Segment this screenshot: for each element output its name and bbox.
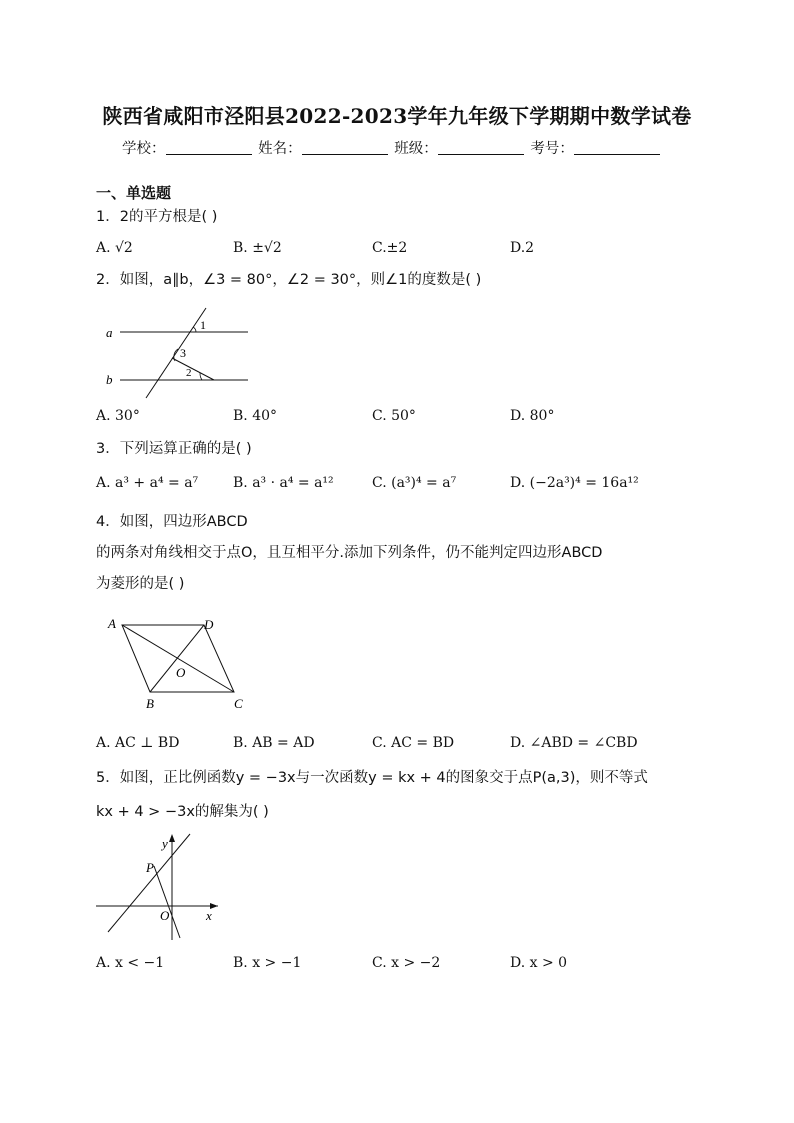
q4-option-a: A. AC ⊥ BD [96,735,180,751]
label-x: x [206,908,212,923]
q3-option-c: C. (a³)⁴ = a⁷ [372,475,457,491]
q1-stem: 1．2的平方根是( ) [96,209,218,225]
exam-number-blank [574,140,660,155]
label-P: P [146,860,154,875]
q5-option-a: A. x < −1 [96,955,165,971]
q2-figure [96,300,266,400]
q4-option-d: D. ∠ABD = ∠CBD [510,735,638,751]
q1-option-d: D.2 [510,240,535,256]
school-label: 学校： [122,141,166,157]
q5-stem-line2: kx + 4 > −3x的解集为( ) [96,804,269,820]
diagonal-bd [150,625,204,692]
q4-figure [96,610,266,715]
label-a: a [106,325,113,340]
label-angle1: 1 [200,318,206,332]
q2-option-b: B. 40° [233,408,278,424]
q4-stem-line2: 的两条对角线相交于点O，且互相平分.添加下列条件，仍不能判定四边形ABCD [96,545,603,561]
q1-option-b: B. ±√2 [233,240,282,256]
school-blank [166,140,252,155]
class-label: 班级： [394,141,438,157]
label-A: A [108,616,116,631]
label-angle2: 2 [186,367,192,379]
section-heading: 一、单选题 [96,184,172,202]
q3-option-d: D. (−2a³)⁴ = 16a¹² [510,475,639,491]
transversal-line [146,308,206,398]
slanted-line [172,358,214,380]
label-B: B [146,696,154,711]
q2-option-d: D. 80° [510,408,555,424]
q4-stem-line3: 为菱形的是( ) [96,576,185,592]
label-angle3: 3 [180,346,186,360]
q5-option-d: D. x > 0 [510,955,568,971]
line-kx-plus-4 [108,834,190,932]
label-b: b [106,372,113,387]
name-label: 姓名： [258,141,302,157]
label-C: C [234,696,243,711]
q1-option-a: A. √2 [96,240,133,256]
q3-option-b: B. a³ · a⁴ = a¹² [233,475,334,491]
q5-figure [96,830,226,945]
q2-option-c: C. 50° [372,408,416,424]
label-O: O [160,908,170,923]
label-O: O [176,665,186,680]
q2-option-a: A. 30° [96,408,140,424]
q5-option-c: C. x > −2 [372,955,441,971]
label-y: y [162,836,168,851]
q4-stem-line1: 4．如图，四边形ABCD [96,514,248,530]
q2-stem: 2．如图，a∥b，∠3 = 80°，∠2 = 30°，则∠1的度数是( ) [96,272,482,288]
line-neg-3x [154,866,180,938]
label-D: D [204,617,214,632]
student-info-row [122,137,662,158]
name-blank [302,140,388,155]
exam-number-label: 考号： [530,141,574,157]
q3-option-a: A. a³ + a⁴ = a⁷ [96,475,199,491]
q5-stem-line1: 5．如图，正比例函数y = −3x与一次函数y = kx + 4的图象交于点P(a,3)，则不等式 [96,770,648,786]
q3-stem: 3．下列运算正确的是( ) [96,441,252,457]
diagonal-ac [122,625,234,692]
q5-option-b: B. x > −1 [233,955,302,971]
q4-option-b: B. AB = AD [233,735,315,751]
class-blank [438,140,524,155]
q4-option-c: C. AC = BD [372,735,455,751]
page-title: 陕西省咸阳市泾阳县2022-2023学年九年级下学期期中数学试卷 [102,104,692,128]
q1-option-c: C.±2 [372,240,408,256]
